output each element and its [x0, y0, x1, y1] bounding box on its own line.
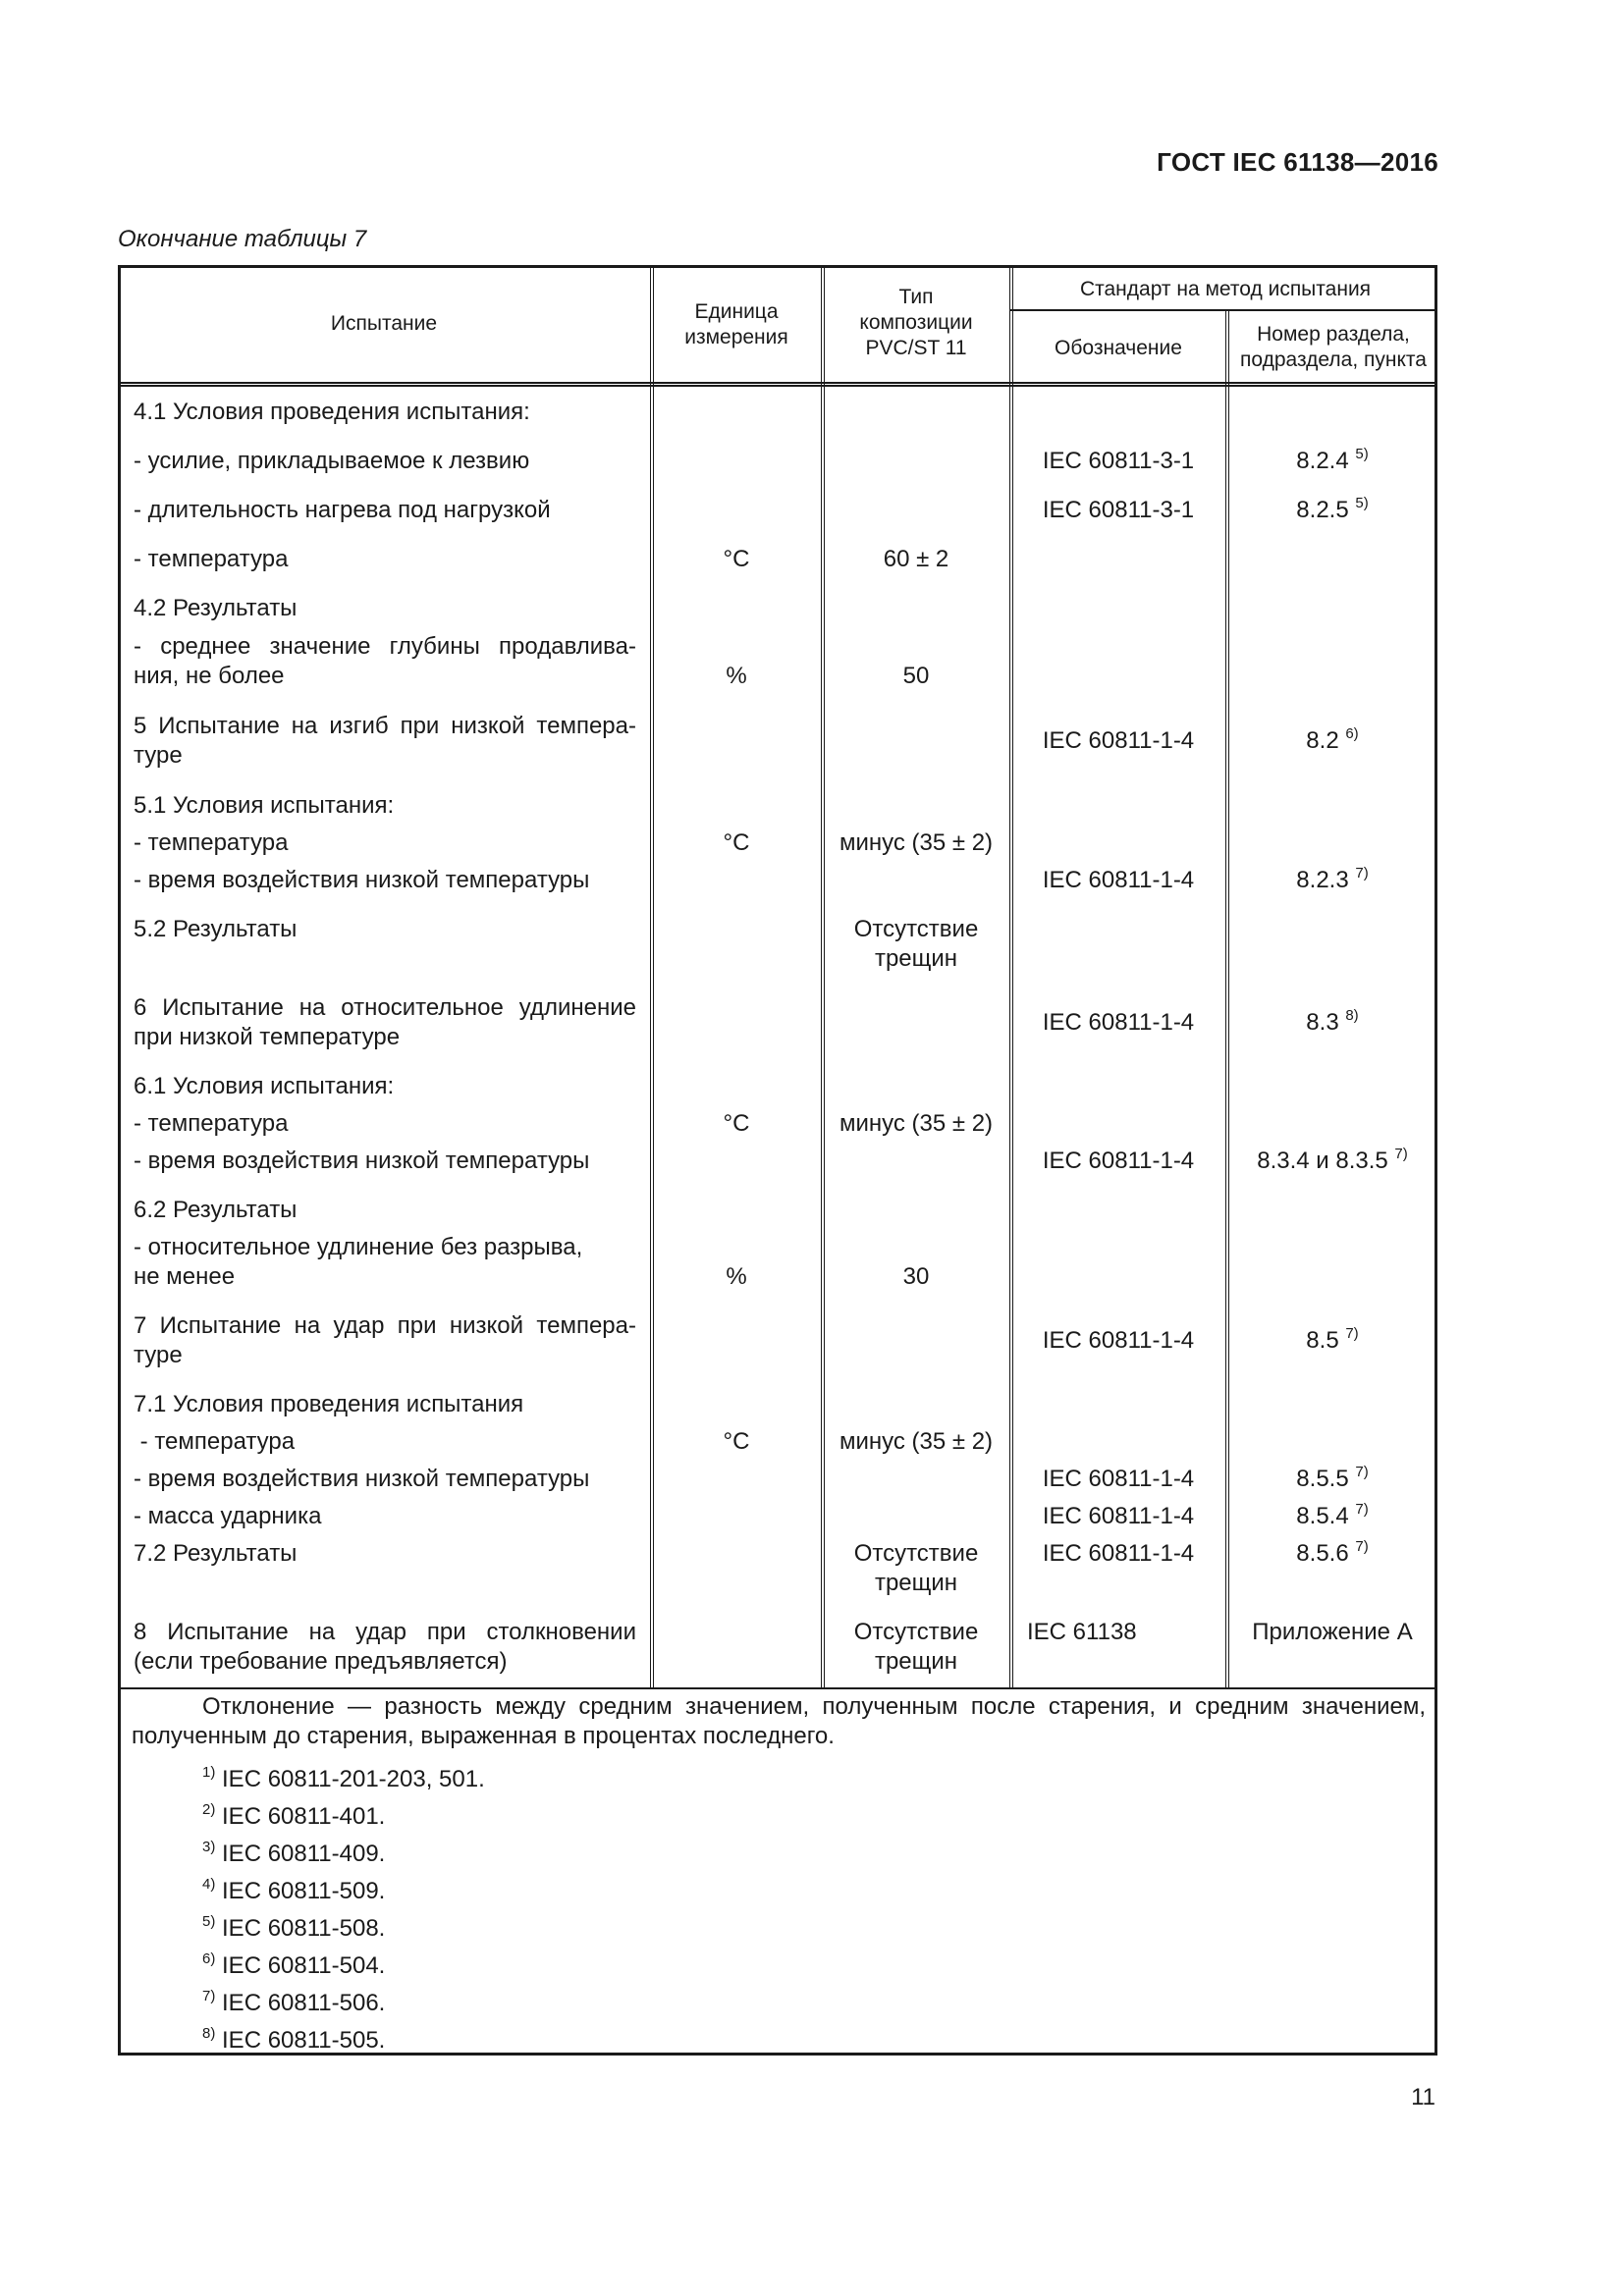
row-test: - температура [134, 1110, 289, 1137]
row-test: - относительное удлинение без разрыва, не менее [134, 1234, 583, 1290]
row-section: 8.5.4 $^{7)}$ [1296, 1501, 1369, 1529]
row-test: 6 Испытание на относительное удлинение при низкой температуре [134, 994, 636, 1050]
row-test: 6.1 Условия испытания: [134, 1073, 395, 1099]
row-test: 8 Испытание на удар при столкновении (если требование предъявляется) [134, 1619, 636, 1675]
footnote: $^{4)}$ IEC 60811-509. [202, 1876, 386, 1904]
row-standard: IEC 60811-3-1 [1042, 497, 1195, 523]
header-section: Номер раздела, подраздела, пункта [1240, 323, 1427, 371]
footnote: $^{7)}$ IEC 60811-506. [202, 1988, 386, 2016]
row-unit: % [726, 1263, 747, 1290]
footnote: $^{2)}$ IEC 60811-401. [202, 1801, 386, 1830]
row-test: 7 Испытание на удар при низкой темпера- туре [134, 1312, 636, 1368]
page-number: 11 [1411, 2084, 1435, 2110]
row-standard: IEC 60811-1-4 [1042, 727, 1195, 754]
row-standard: IEC 60811-1-4 [1042, 1148, 1195, 1174]
row-section: 8.2 $^{6)}$ [1306, 725, 1359, 754]
row-value: Отсутствие трещин [853, 1540, 979, 1596]
row-test: - температура [139, 1428, 296, 1455]
row-value: минус (35 ± 2) [839, 829, 994, 856]
row-section: 8.2.3 $^{7)}$ [1296, 865, 1369, 893]
row-standard: IEC 60811-1-4 [1042, 1540, 1195, 1567]
row-test: 7.2 Результаты [134, 1540, 298, 1567]
row-test: - длительность нагрева под нагрузкой [134, 497, 551, 523]
row-test: 5.2 Результаты [134, 916, 298, 942]
header-unit: Единица измерения [684, 300, 788, 348]
row-value: минус (35 ± 2) [839, 1110, 994, 1137]
document-code: ГОСТ IEC 61138—2016 [1157, 147, 1438, 177]
row-standard: IEC 60811-3-1 [1042, 448, 1195, 474]
row-standard: IEC 61138 [1027, 1619, 1137, 1645]
row-value: минус (35 ± 2) [839, 1428, 994, 1455]
row-test: - время воздействия низкой температуры [134, 1466, 590, 1492]
row-unit: °С [723, 546, 750, 572]
row-test: - время воздействия низкой температуры [134, 1148, 590, 1174]
footnote: $^{1)}$ IEC 60811-201-203, 501. [202, 1764, 485, 1792]
row-section: Приложение А [1252, 1619, 1413, 1645]
row-standard: IEC 60811-1-4 [1042, 867, 1195, 893]
table-note: Отклонение — разность между средним значением, полученным после старения, и средним значением, полученным до старения, выраженная в процентах последнего. [132, 1693, 1426, 1749]
row-test: - среднее значение глубины продавлива- ния, не более [134, 633, 636, 689]
row-test: 4.2 Результаты [134, 595, 298, 621]
col-divider [1225, 310, 1229, 1688]
row-test: 7.1 Условия проведения испытания [134, 1391, 524, 1417]
row-test: - температура [134, 829, 289, 856]
footnote: $^{5)}$ IEC 60811-508. [202, 1913, 386, 1942]
footnote: $^{8)}$ IEC 60811-505. [202, 2025, 386, 2054]
header-bottom-rule [119, 382, 1435, 387]
table-body-bottom-rule [119, 1687, 1435, 1689]
row-test: - время воздействия низкой температуры [134, 867, 590, 893]
row-unit: °С [723, 1428, 750, 1455]
row-value: Отсутствие трещин [853, 1619, 979, 1675]
row-unit: °С [723, 829, 750, 856]
header-designation: Обозначение [1055, 337, 1182, 359]
footnote: $^{3)}$ IEC 60811-409. [202, 1839, 386, 1867]
row-value: 50 [902, 663, 930, 689]
row-section: 8.2.4 $^{5)}$ [1296, 446, 1369, 474]
row-standard: IEC 60811-1-4 [1042, 1466, 1195, 1492]
col-divider [821, 266, 825, 1688]
header-type: Тип композиции PVC/ST 11 [859, 286, 973, 359]
row-standard: IEC 60811-1-4 [1042, 1503, 1195, 1529]
header-test: Испытание [330, 312, 438, 335]
header-standard-group: Стандарт на метод испытания [1079, 278, 1372, 300]
row-section: 8.2.5 $^{5)}$ [1296, 495, 1369, 523]
header-subrule [1010, 309, 1435, 311]
row-value: 30 [902, 1263, 930, 1290]
row-test: - температура [134, 546, 289, 572]
row-unit: % [726, 663, 747, 689]
row-standard: IEC 60811-1-4 [1042, 1009, 1195, 1036]
row-section: 8.3 $^{8)}$ [1306, 1007, 1359, 1036]
row-standard: IEC 60811-1-4 [1042, 1327, 1195, 1354]
row-section: 8.3.4 и 8.3.5 $^{7)}$ [1257, 1146, 1408, 1174]
row-value: 60 ± 2 [883, 546, 949, 572]
row-test: 5.1 Условия испытания: [134, 792, 395, 819]
col-divider [650, 266, 654, 1688]
footnote: $^{6)}$ IEC 60811-504. [202, 1950, 386, 1979]
row-value: Отсутствие трещин [853, 916, 979, 972]
table-caption: Окончание таблицы 7 [118, 226, 367, 252]
row-section: 8.5 $^{7)}$ [1306, 1325, 1359, 1354]
row-unit: °С [723, 1110, 750, 1137]
row-test: - масса ударника [134, 1503, 322, 1529]
row-section: 8.5.6 $^{7)}$ [1296, 1538, 1369, 1567]
row-test: - усилие, прикладываемое к лезвию [134, 448, 530, 474]
col-divider [1009, 266, 1013, 1688]
row-test: 6.2 Результаты [134, 1197, 298, 1223]
row-test: 4.1 Условия проведения испытания: [134, 399, 530, 425]
row-test: 5 Испытание на изгиб при низкой темпера- туре [134, 713, 636, 769]
row-section: 8.5.5 $^{7)}$ [1296, 1464, 1369, 1492]
